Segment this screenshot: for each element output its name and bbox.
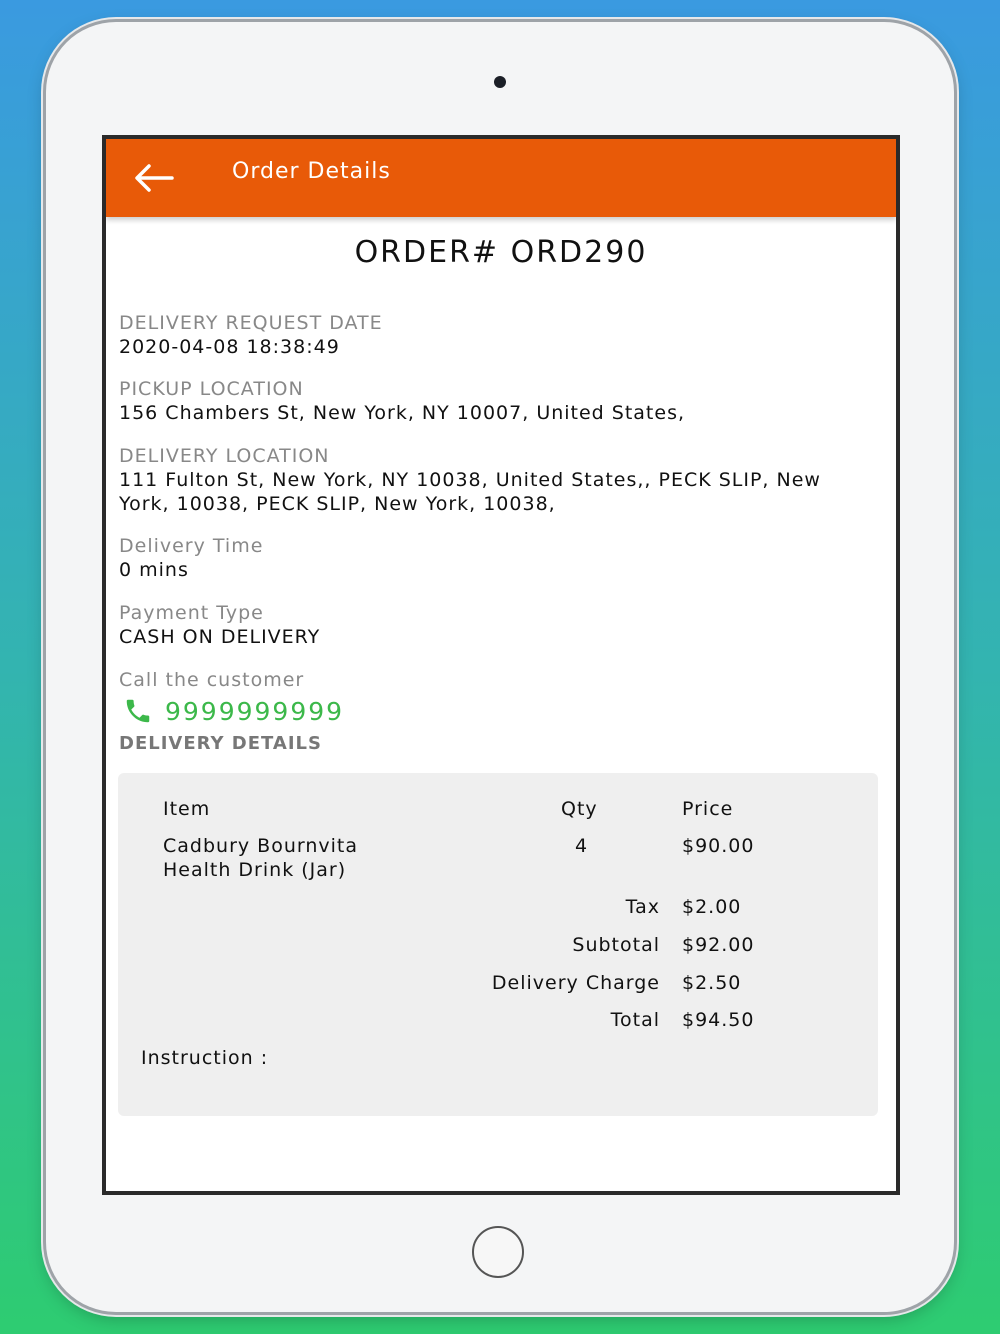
field-label: Payment Type bbox=[119, 602, 264, 624]
customer-phone-number[interactable]: 9999999999 bbox=[165, 696, 345, 726]
delivery-charge-value: $2.50 bbox=[682, 972, 742, 994]
tax-label: Tax bbox=[625, 896, 660, 918]
item-name: Cadbury Bournvita Health Drink (Jar) bbox=[163, 835, 359, 881]
tax-value: $2.00 bbox=[682, 896, 742, 918]
header-item: Item bbox=[163, 798, 211, 820]
arrow-left-icon[interactable] bbox=[132, 161, 176, 195]
field-label: Delivery Time bbox=[119, 535, 264, 557]
delivery-location-field bbox=[119, 444, 839, 516]
call-customer-field bbox=[119, 668, 849, 726]
field-value: 0 mins bbox=[119, 559, 189, 581]
tablet-frame bbox=[46, 22, 954, 1312]
pickup-location-field bbox=[119, 377, 849, 425]
total-label: Total bbox=[610, 1009, 660, 1031]
field-label: DELIVERY LOCATION bbox=[119, 445, 330, 467]
camera-dot bbox=[494, 76, 506, 88]
delivery-details-title: DELIVERY DETAILS bbox=[119, 733, 322, 754]
app-screen bbox=[102, 135, 900, 1195]
field-value: 156 Chambers St, New York, NY 10007, United States, bbox=[119, 402, 686, 424]
home-button[interactable] bbox=[472, 1226, 524, 1278]
header-qty: Qty bbox=[561, 798, 598, 820]
order-number-title: ORDER# ORD290 bbox=[354, 235, 648, 270]
call-customer-label: Call the customer bbox=[119, 669, 305, 691]
app-bar-title: Order Details bbox=[232, 159, 391, 184]
field-label: DELIVERY REQUEST DATE bbox=[119, 312, 383, 334]
subtotal-label: Subtotal bbox=[572, 934, 660, 956]
header-price: Price bbox=[682, 798, 734, 820]
field-value: CASH ON DELIVERY bbox=[119, 626, 321, 648]
phone-row[interactable] bbox=[119, 696, 849, 726]
delivery-charge-label: Delivery Charge bbox=[491, 972, 660, 994]
field-value: 2020-04-08 18:38:49 bbox=[119, 336, 340, 358]
total-value: $94.50 bbox=[682, 1009, 755, 1031]
field-value: 111 Fulton St, New York, NY 10038, United States,, PECK SLIP, New York, 10038, PECK SLIP, New York, 10038, bbox=[119, 469, 821, 515]
phone-icon[interactable] bbox=[119, 696, 157, 726]
app-bar bbox=[106, 139, 896, 217]
field-label: PICKUP LOCATION bbox=[119, 378, 304, 400]
delivery-time-field bbox=[119, 534, 849, 582]
delivery-details-panel bbox=[118, 773, 878, 1116]
item-price: $90.00 bbox=[682, 835, 755, 857]
instruction-label: Instruction : bbox=[141, 1047, 269, 1069]
delivery-request-date-field bbox=[119, 311, 849, 359]
payment-type-field bbox=[119, 601, 849, 649]
item-qty: 4 bbox=[575, 835, 589, 857]
subtotal-value: $92.00 bbox=[682, 934, 755, 956]
